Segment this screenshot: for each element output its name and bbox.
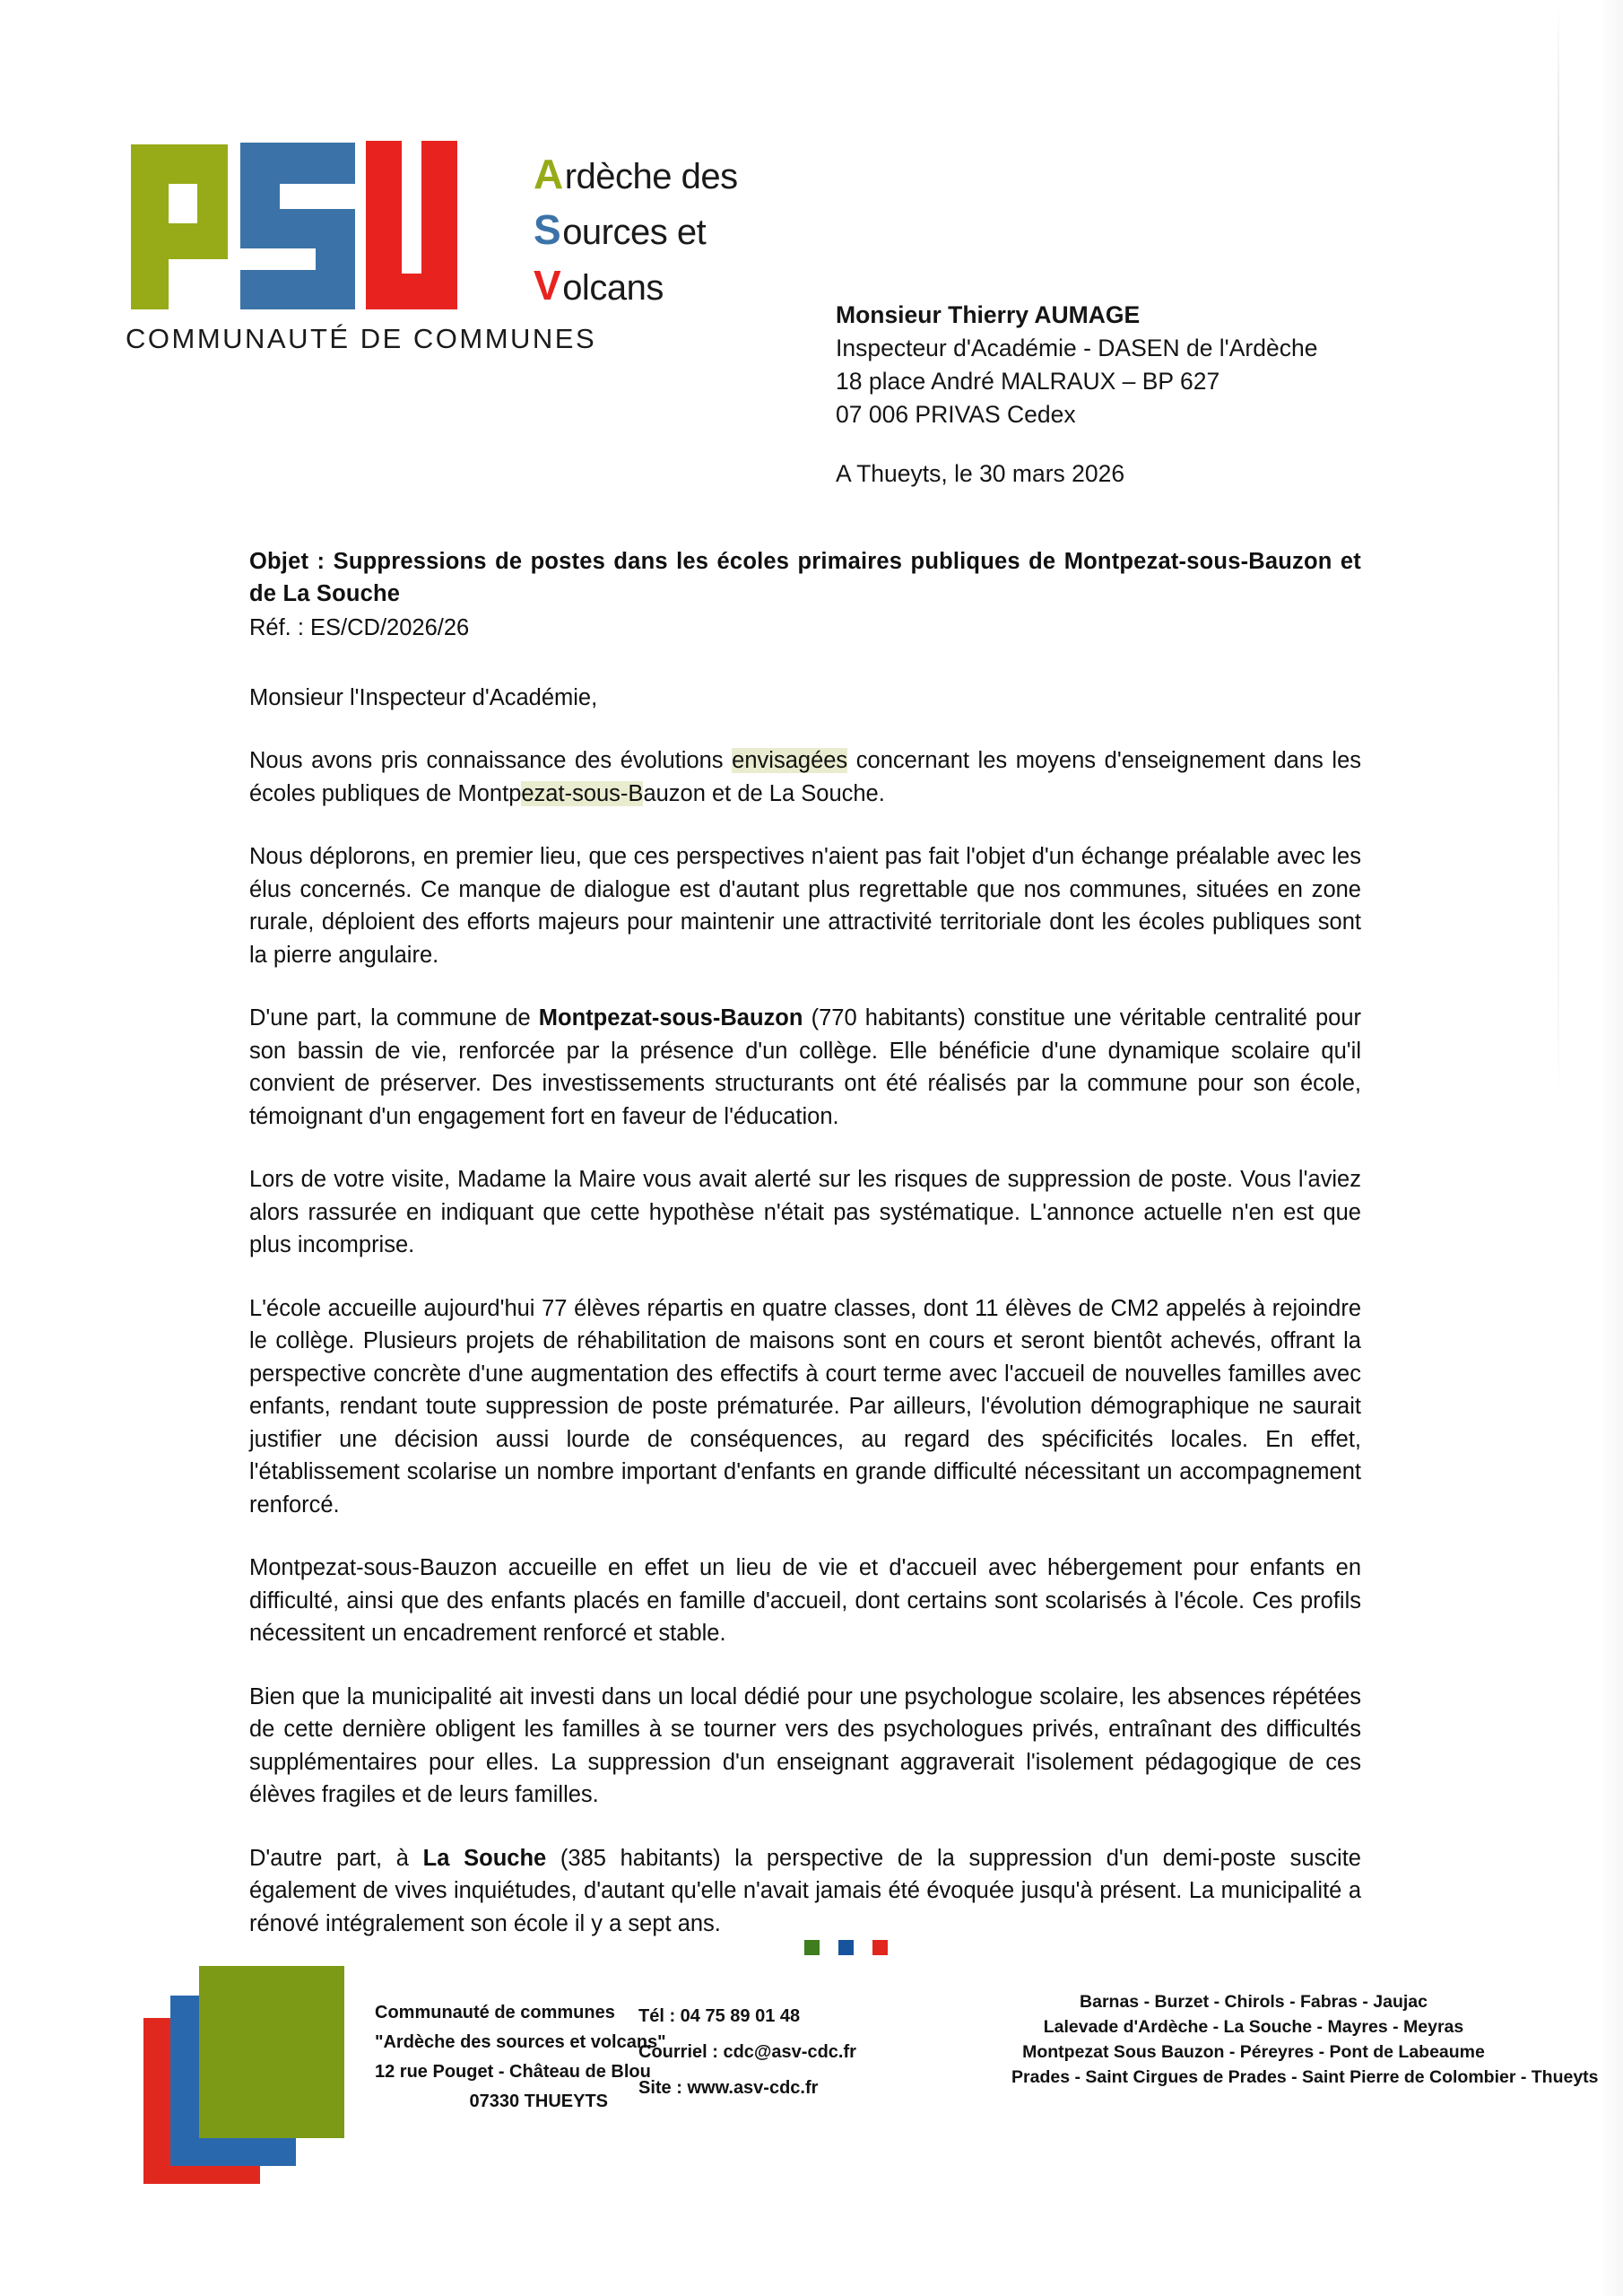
- body-paragraph: [249, 1292, 1361, 1522]
- logo-wordmark: [534, 150, 758, 317]
- paragraph-text: (385 habitants) la perspective de la suppression d'un demi-poste suscite également de vives inquiétudes, d'autant qu'elle n'avait jamais été évoquée jusqu'à présent. La municipalité a rénové intégralement son école il y a sept ans.: [249, 1845, 1361, 1936]
- body-paragraph: [249, 1163, 1361, 1262]
- footer-communes-line: Lalevade d'Ardèche - La Souche - Mayres - Meyras: [1043, 2017, 1464, 2037]
- paragraph-text: Bien que la municipalité ait investi dans un local dédié pour une psychologue scolaire, les absences répétées de cette dernière obligent les familles à se tourner vers des psychologues privés, entraînant des difficultés supplémentaires pour elles. La suppression d'un enseignant aggraverait l'isolement pédagogique de ces élèves fragiles et de leurs familles.: [249, 1683, 1361, 1807]
- footer-phone: Tél : 04 75 89 01 48: [638, 2006, 801, 2026]
- dateline: A Thueyts, le 30 mars 2026: [836, 460, 1125, 487]
- paragraph-text: concernant les moyens d'enseignement dans les écoles publiques de Montp: [249, 748, 1361, 806]
- logo-cap-v: V: [534, 262, 561, 309]
- paragraph-text: Lors de votre visite, Madame la Maire vous avait alerté sur les risques de suppression de poste. Vous l'aviez alors rassurée en indiquant que cette hypothèse n'était pas systématique. L'annonce actuelle n'en est que plus incomprise.: [249, 1167, 1361, 1257]
- logo-word-line-1: [534, 150, 758, 205]
- paragraph-text: L'école accueille aujourd'hui 77 élèves répartis en quatre classes, dont 11 élèves de CM2 appelés à rejoindre le collège. Plusieurs projets de réhabilitation de maisons sont en cours et seront bientôt achevés, offrant la perspective concrète d'une augmentation des effectifs à court terme avec l'accueil de nouvelles familles avec enfants, rendant toute suppression de poste prématurée. Par ailleurs, l'évolution démographique ne saurait justifier une décision aussi lourde de conséquences, au regard des spécificités locales. En effet, l'établissement scolarise un nombre important d'enfants en grande difficulté nécessitant un accompagnement renforcé.: [249, 1295, 1361, 1518]
- logo-cap-a: A: [534, 151, 563, 197]
- footer-email[interactable]: Courriel : cdc@asv-cdc.fr: [638, 2042, 856, 2062]
- footer-color-dots: [804, 1940, 888, 1955]
- subject-line: [249, 545, 1361, 610]
- paragraph-text: Nous avons pris connaissance des évolutions: [249, 748, 733, 773]
- footer-communes-line: Barnas - Burzet - Chirols - Fabras - Jaujac: [1080, 1992, 1428, 2012]
- footer-member-communes: [1011, 1989, 1599, 2090]
- footer-contact: [638, 1998, 856, 2106]
- subject-text: Suppressions de postes dans les écoles primaires publiques de Montpezat-sous-Bauzon et de La Souche: [249, 549, 1362, 606]
- footer-address-line: Communauté de communes: [375, 2003, 615, 2022]
- footer-communes-line: Prades - Saint Cirgues de Prades - Saint Pierre de Colombier - Thueyts: [1011, 2067, 1599, 2087]
- scan-edge-shadow: [1600, 0, 1623, 2296]
- footer-communes-line: Montpezat Sous Bauzon - Péreyres - Pont de Labeaume: [1022, 2042, 1485, 2062]
- recipient-title: Inspecteur d'Académie - DASEN de l'Ardèche: [836, 335, 1318, 361]
- footer-address-line: 07330 THUEYTS: [469, 2092, 608, 2111]
- paragraph-text: D'autre part, à: [249, 1845, 423, 1871]
- footer-logo-squares: [143, 1964, 350, 2188]
- body-paragraph: [249, 840, 1361, 971]
- logo-subtitle: COMMUNAUTÉ DE COMMUNES: [126, 323, 597, 354]
- highlighted-text: envisagées: [732, 748, 848, 773]
- body-paragraph: [249, 1552, 1361, 1650]
- body-paragraph: [249, 744, 1361, 810]
- paragraph-text: auzon et de La Souche.: [643, 780, 885, 806]
- logo-word-line-2: [534, 205, 758, 261]
- organization-logo: [126, 139, 738, 363]
- body-paragraph: [249, 1842, 1361, 1941]
- paragraph-text: D'une part, la commune de: [249, 1005, 539, 1031]
- logo-letter-s-part: [240, 270, 355, 309]
- logo-letter-a-part: [197, 144, 228, 259]
- footer-website[interactable]: Site : www.asv-cdc.fr: [638, 2078, 819, 2098]
- logo-word-s-rest: ources et: [562, 213, 707, 252]
- logo-word-a-rest: rdèche des: [564, 157, 738, 196]
- paragraph-text: Nous déplorons, en premier lieu, que ces perspectives n'aient pas fait l'objet d'un échange préalable avec les élus concernés. Ce manque de dialogue est d'autant plus regrettable que nos communes, situées en zone rurale, déploient des efforts majeurs pour maintenir une attractivité territoriale dont les écoles publiques sont la pierre angulaire.: [249, 844, 1361, 968]
- logo-word-v-rest: olcans: [562, 268, 664, 308]
- emphasis-text: Montpezat-sous-Bauzon: [538, 1005, 803, 1031]
- salutation: Monsieur l'Inspecteur d'Académie,: [249, 685, 598, 710]
- footer-dot-red: [872, 1940, 888, 1955]
- logo-cap-s: S: [534, 206, 561, 253]
- asv-logo-mark: [126, 139, 421, 309]
- footer-address-line: 12 rue Pouget - Château de Blou: [375, 2062, 651, 2082]
- scan-artifact-line: [1558, 0, 1559, 1103]
- recipient-address-block: [836, 299, 1317, 431]
- paragraph-text: Montpezat-sous-Bauzon accueille en effet un lieu de vie et d'accueil avec hébergement pour enfants en difficulté, ainsi que des enfants placés en famille d'accueil, dont certains sont scolarisés à l'école. Ces profils nécessitent un encadrement renforcé et stable.: [249, 1555, 1361, 1646]
- body-paragraph: [249, 1681, 1361, 1812]
- footer-square-green: [199, 1966, 344, 2138]
- logo-letter-v-part: [366, 274, 457, 309]
- letter-body: [249, 545, 1361, 1940]
- recipient-city: 07 006 PRIVAS Cedex: [836, 401, 1076, 428]
- footer-address-line: "Ardèche des sources et volcans": [375, 2032, 666, 2052]
- reference-line: Réf. : ES/CD/2026/26: [249, 615, 470, 640]
- paragraph-text: (770 habitants) constitue une véritable centralité pour son bassin de vie, renforcée par la présence d'un collège. Elle bénéficie d'une dynamique scolaire qu'il convient de préserver. Des investissements structurants ont été réalisés par la commune pour son école, témoignant d'un engagement fort en faveur de l'éducation.: [249, 1005, 1361, 1129]
- recipient-street: 18 place André MALRAUX – BP 627: [836, 368, 1220, 395]
- highlighted-text: ezat-sous-B: [521, 780, 644, 806]
- footer-dot-blue: [838, 1940, 854, 1955]
- recipient-name: Monsieur Thierry AUMAGE: [836, 301, 1141, 328]
- logo-word-line-3: [534, 261, 758, 317]
- footer-dot-green: [804, 1940, 820, 1955]
- emphasis-text: La Souche: [422, 1845, 547, 1871]
- body-paragraph: [249, 1002, 1361, 1133]
- footer-address: [375, 1998, 666, 2117]
- subject-label: Objet :: [249, 549, 334, 574]
- paragraph-container: [249, 744, 1361, 1940]
